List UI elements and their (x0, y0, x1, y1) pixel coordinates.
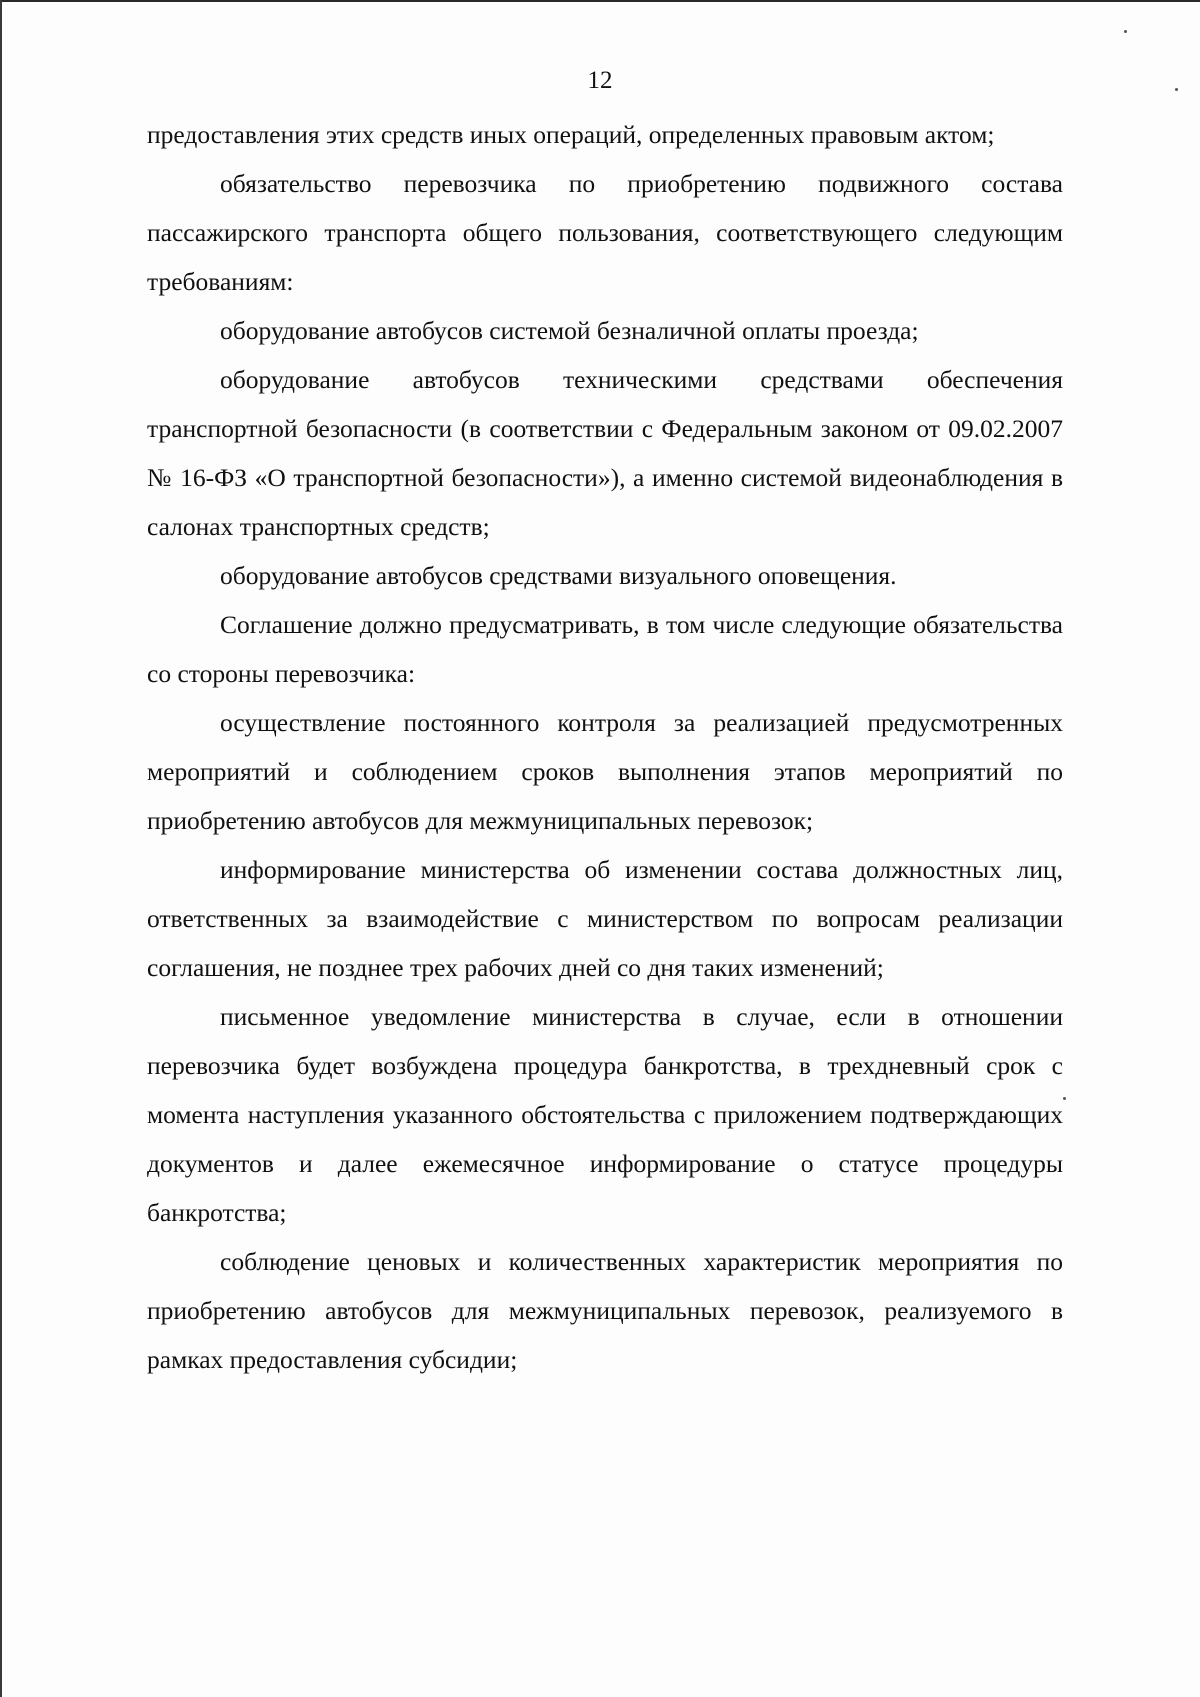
document-body (147, 110, 1063, 1384)
paragraph-staff-change-notice: информирование министерства об изменении состава должностных лиц, ответственных за взаимодействие с министерством по вопросам реализации соглашения, не позднее трех рабочих дней со дня таких изменений; (147, 855, 1063, 982)
paragraph-continuation: предоставления этих средств иных операций, определенных правовым актом; (147, 120, 995, 149)
page-number: 12 (587, 67, 613, 94)
scan-speck (1063, 1097, 1066, 1100)
paragraph-visual-notification: оборудование автобусов средствами визуального оповещения. (220, 561, 897, 590)
paragraph-cashless-payment: оборудование автобусов системой безналичной оплаты проезда; (220, 316, 919, 345)
scan-edge-top (0, 0, 1200, 2)
paragraph-bankruptcy-notice: письменное уведомление министерства в случае, если в отношении перевозчика будет возбуждена процедура банкротства, в трехдневный срок с момента наступления указанного обстоятельства с приложением подтверждающих документов и далее ежемесячное информирование о статусе процедуры банкротства; (147, 1002, 1063, 1227)
scan-speck (1124, 30, 1127, 33)
paragraph-price-compliance: соблюдение ценовых и количественных характеристик мероприятия по приобретению автобусов для межмуниципальных перевозок, реализуемого в рамках предоставления субсидии; (147, 1247, 1063, 1374)
scan-edge-left (0, 0, 2, 1697)
paragraph-constant-control: осуществление постоянного контроля за реализацией предусмотренных мероприятий и соблюдением сроков выполнения этапов мероприятий по приобретению автобусов для межмуниципальных перевозок; (147, 708, 1063, 835)
paragraph-agreement-obligations: Соглашение должно предусматривать, в том числе следующие обязательства со стороны перевозчика: (147, 610, 1063, 688)
paragraph-transport-security: оборудование автобусов техническими средствами обеспечения транспортной безопасности (в соответствии с Федеральным законом от 09.02.2007 № 16-ФЗ «О транспортной безопасности»), а именно системой видеонаблюдения в салонах транспортных средств; (147, 365, 1063, 541)
paragraph-carrier-obligation: обязательство перевозчика по приобретению подвижного состава пассажирского транспорта общего пользования, соответствующего следующим требованиям: (147, 169, 1063, 296)
scan-speck (1175, 88, 1178, 91)
